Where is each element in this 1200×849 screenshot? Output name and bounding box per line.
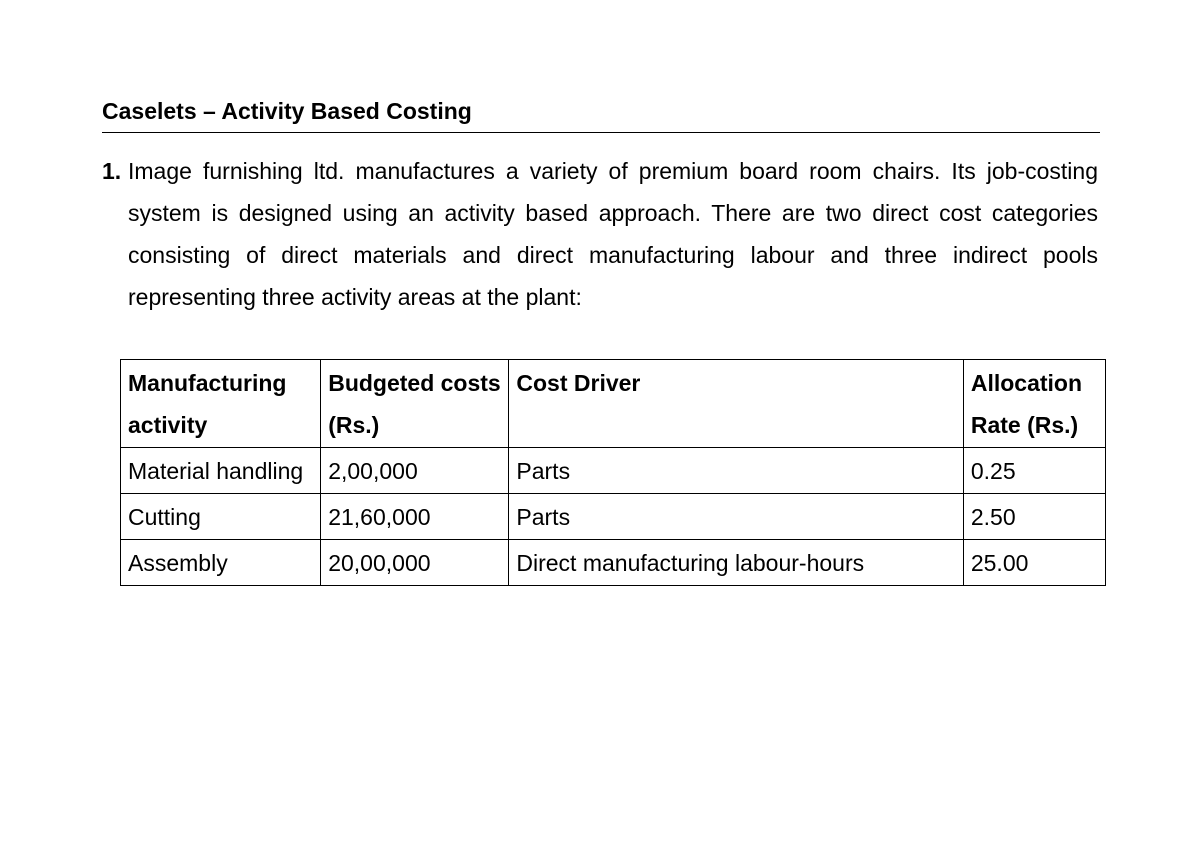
page-title: Caselets – Activity Based Costing: [102, 96, 1100, 133]
table-header-row: [121, 360, 1106, 448]
header-cost-driver: Cost Driver: [509, 360, 963, 448]
cell-activity: Assembly: [121, 540, 321, 586]
cell-allocation-rate: 2.50: [963, 494, 1105, 540]
table-row: [121, 494, 1106, 540]
question-number: 1.: [102, 158, 122, 184]
question-block: [102, 150, 1098, 318]
cell-cost-driver: Parts: [509, 494, 963, 540]
header-allocation-rate: Allocation Rate (Rs.): [963, 360, 1105, 448]
cell-budgeted-cost: 20,00,000: [321, 540, 509, 586]
cell-activity: Cutting: [121, 494, 321, 540]
table-row: [121, 540, 1106, 586]
question-text: Image furnishing ltd. manufactures a variety of premium board room chairs. Its job-costing system is designed using an activity based approach. There are two direct cost categories consisting of direct materials and direct manufacturing labour and three indirect pools representing three activity areas at the plant:: [128, 158, 1098, 310]
cell-budgeted-cost: 2,00,000: [321, 448, 509, 494]
header-budgeted-costs: Budgeted costs (Rs.): [321, 360, 509, 448]
cell-budgeted-cost: 21,60,000: [321, 494, 509, 540]
table-row: [121, 448, 1106, 494]
cell-cost-driver: Direct manufacturing labour-hours: [509, 540, 963, 586]
header-manufacturing-activity: Manufacturing activity: [121, 360, 321, 448]
cell-cost-driver: Parts: [509, 448, 963, 494]
cell-activity: Material handling: [121, 448, 321, 494]
cell-allocation-rate: 25.00: [963, 540, 1105, 586]
cell-allocation-rate: 0.25: [963, 448, 1105, 494]
activity-cost-table: [120, 359, 1106, 586]
